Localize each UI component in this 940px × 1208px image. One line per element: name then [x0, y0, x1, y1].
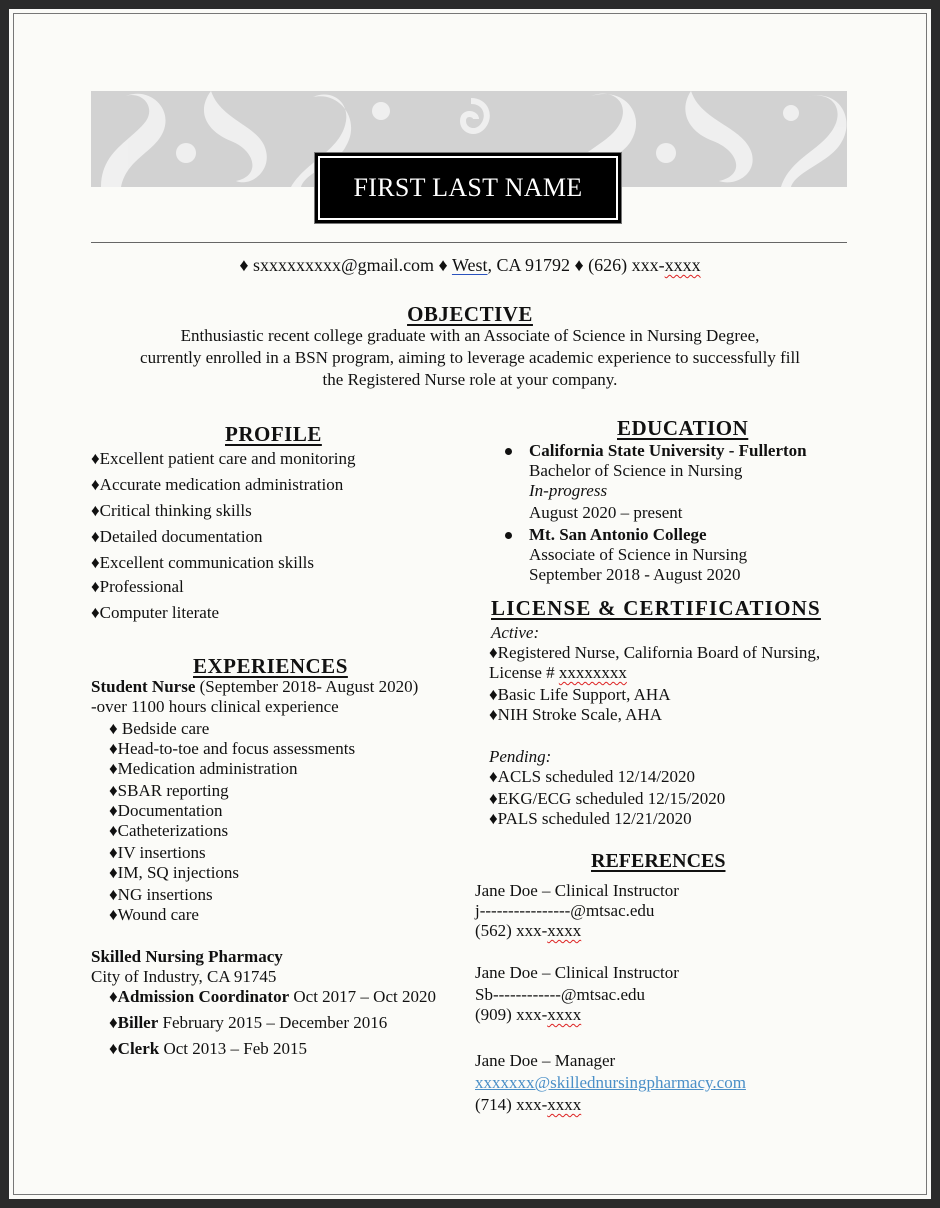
school-name: California State University - Fullerton	[529, 441, 807, 460]
pending-item: ♦EKG/ECG scheduled 12/15/2020	[489, 789, 726, 808]
contact-city: West	[451, 255, 488, 275]
job2-role-dates: Oct 2013 – Feb 2015	[159, 1039, 308, 1058]
ref3-phone-tail: xxxx	[547, 1095, 582, 1114]
license-heading: LICENSE & CERTIFICATIONS	[491, 596, 821, 620]
contact-email: ♦ sxxxxxxxxx@gmail.com ♦	[239, 255, 448, 275]
job2-employer: Skilled Nursing Pharmacy	[91, 947, 283, 966]
contact-state-phone: , CA 91792 ♦ (626) xxx-	[487, 255, 665, 275]
ref3-phone-prefix: (714) xxx-	[475, 1095, 548, 1114]
job2-role-title: ♦Admission Coordinator	[109, 987, 290, 1006]
education-heading: EDUCATION	[617, 416, 749, 440]
job1-header	[91, 677, 418, 697]
license-item: ♦Registered Nurse, California Board of Nursing,	[489, 643, 821, 662]
job2-role-dates: Oct 2017 – Oct 2020	[289, 987, 436, 1006]
objective-line-2: currently enrolled in a BSN program, aiming to leverage academic experience to successfully fill	[140, 348, 800, 367]
job1-duty: ♦Medication administration	[109, 759, 298, 778]
job1-duty: ♦SBAR reporting	[109, 781, 229, 800]
ref2-name: Jane Doe – Clinical Instructor	[475, 963, 679, 982]
job1-duty: ♦NG insertions	[109, 885, 213, 904]
job1-duty: ♦IV insertions	[109, 843, 206, 862]
profile-item: ♦Computer literate	[91, 603, 220, 622]
license-item: ♦Basic Life Support, AHA	[489, 685, 671, 704]
ref2-email: Sb------------@mtsac.edu	[475, 985, 645, 1004]
contact-line	[0, 255, 940, 276]
license-number-value: xxxxxxxx	[558, 663, 627, 682]
job1-dates: (September 2018- August 2020)	[195, 677, 419, 696]
ref1-phone-prefix: (562) xxx-	[475, 921, 548, 940]
profile-item: ♦Excellent communication skills	[91, 553, 315, 572]
pending-item: ♦ACLS scheduled 12/14/2020	[489, 767, 696, 786]
job1-hours: -over 1100 hours clinical experience	[91, 697, 339, 716]
ref1-email: j----------------@mtsac.edu	[475, 901, 655, 920]
ref3-phone	[475, 1095, 581, 1115]
references-heading: REFERENCES	[591, 850, 726, 872]
experiences-heading: EXPERIENCES	[193, 654, 348, 678]
ref2-phone-prefix: (909) xxx-	[475, 1005, 548, 1024]
ref3-name: Jane Doe – Manager	[475, 1051, 616, 1070]
school-degree: Bachelor of Science in Nursing	[529, 461, 743, 480]
job1-duty: ♦Wound care	[109, 905, 199, 924]
objective-heading: OBJECTIVE	[407, 302, 533, 326]
profile-item: ♦Accurate medication administration	[91, 475, 344, 494]
ref2-phone-tail: xxxx	[547, 1005, 582, 1024]
header-divider	[91, 242, 847, 243]
full-name: FIRST LAST NAME	[353, 173, 583, 202]
ref3-email-link[interactable]: xxxxxxx@skillednursingpharmacy.com	[475, 1073, 746, 1092]
ref1-name: Jane Doe – Clinical Instructor	[475, 881, 679, 900]
profile-item: ♦Professional	[91, 577, 184, 596]
profile-item: ♦Excellent patient care and monitoring	[91, 449, 356, 468]
bullet-dot	[505, 448, 512, 455]
objective-line-3: the Registered Nurse role at your company.	[322, 370, 618, 389]
ref1-phone	[475, 921, 581, 941]
name-box	[315, 153, 621, 223]
job2-role-title: ♦Clerk	[109, 1039, 160, 1058]
license-item: ♦NIH Stroke Scale, AHA	[489, 705, 662, 724]
ref1-phone-tail: xxxx	[547, 921, 582, 940]
job1-duty: ♦Documentation	[109, 801, 223, 820]
job2-role-title: ♦Biller	[109, 1013, 159, 1032]
job2-role	[109, 1039, 307, 1059]
job1-duty: ♦IM, SQ injections	[109, 863, 240, 882]
license-number	[489, 663, 627, 683]
job2-role-dates: February 2015 – December 2016	[158, 1013, 388, 1032]
school-status: In-progress	[529, 481, 608, 500]
pending-item: ♦PALS scheduled 12/21/2020	[489, 809, 692, 828]
active-label: Active:	[491, 623, 540, 642]
bullet-dot	[505, 532, 512, 539]
job2-role	[109, 1013, 387, 1033]
job2-location: City of Industry, CA 91745	[91, 967, 277, 986]
job1-duty: ♦Head-to-toe and focus assessments	[109, 739, 356, 758]
license-number-label: License #	[489, 663, 559, 682]
pending-label: Pending:	[489, 747, 552, 766]
job2-role	[109, 987, 436, 1007]
job1-duty: ♦ Bedside care	[109, 719, 210, 738]
profile-item: ♦Critical thinking skills	[91, 501, 252, 520]
school-dates: August 2020 – present	[529, 503, 683, 522]
profile-heading: PROFILE	[225, 422, 322, 446]
objective-line-1: Enthusiastic recent college graduate with an Associate of Science in Nursing Degree,	[180, 326, 760, 345]
job1-title: Student Nurse	[91, 677, 196, 696]
ref2-phone	[475, 1005, 581, 1025]
profile-item: ♦Detailed documentation	[91, 527, 263, 546]
contact-phone-tail: xxxx	[664, 255, 701, 275]
school-name: Mt. San Antonio College	[529, 525, 707, 544]
school-dates: September 2018 - August 2020	[529, 565, 741, 584]
school-degree: Associate of Science in Nursing	[529, 545, 748, 564]
job1-duty: ♦Catheterizations	[109, 821, 229, 840]
